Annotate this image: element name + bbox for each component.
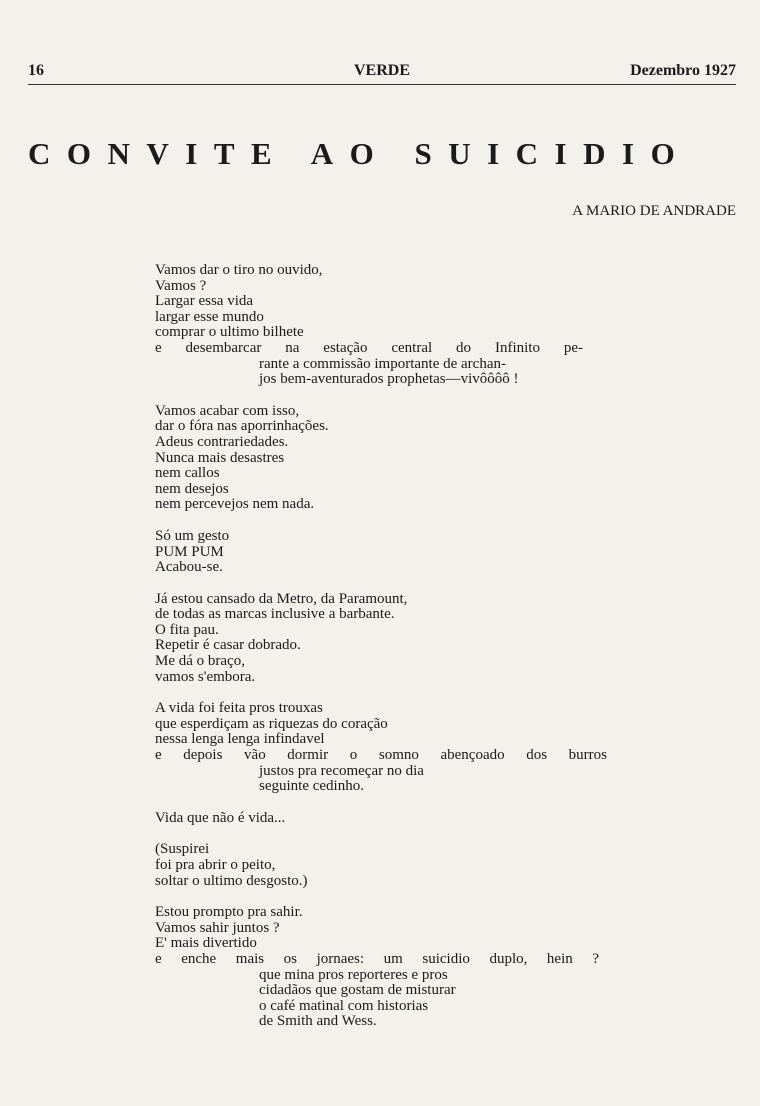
poem-line: que esperdiçam as riquezas do coração [155, 715, 388, 732]
poem-line: Vamos acabar com isso, [155, 402, 300, 419]
poem-line-indented: de Smith and Wess. [259, 1013, 377, 1030]
poem-line: E' mais divertido [155, 935, 257, 952]
stanza [155, 842, 625, 889]
stanza [155, 263, 625, 388]
poem-line: e enche mais os jornaes: um suicidio duplo, hein ? [155, 950, 599, 967]
dedication: A MARIO DE ANDRADE [572, 203, 736, 219]
page-number: 16 [28, 62, 44, 79]
stanza [155, 701, 625, 795]
poem-line-indented: cidadãos que gostam de misturar [259, 982, 456, 999]
poem-line: Me dá o braço, [155, 653, 245, 670]
poem-line: foi pra abrir o peito, [155, 857, 276, 873]
poem-line: de todas as marcas inclusive a barbante. [155, 606, 395, 623]
poem-line: PUM PUM [155, 543, 224, 560]
poem-line: Estou prompto pra sahir. [155, 904, 303, 921]
poem-line: Só um gesto [155, 527, 230, 544]
poem-line: Largar essa vida [155, 293, 254, 310]
poem-line: A vida foi feita pros trouxas [155, 700, 323, 717]
poem-line-indented: seguinte cedinho. [259, 778, 364, 795]
poem-line: (Suspirei [155, 841, 210, 858]
poem-line-indented: jos bem-aventurados prophetas—vivôôôô ! [259, 371, 519, 388]
poem-line-indented: o café matinal com historias [259, 997, 429, 1014]
poem-line-indented: rante a commissão importante de archan- [259, 355, 506, 372]
issue-date: Dezembro 1927 [630, 62, 736, 79]
stanza [155, 404, 625, 513]
poem-line-indented: justos pra recomeçar no dia [259, 762, 424, 779]
poem-line: nem desejos [155, 480, 229, 497]
poem-line: nem callos [155, 465, 220, 482]
poem-line: Acabou-se. [155, 559, 223, 576]
poem-body [155, 263, 625, 1046]
stanza [155, 592, 625, 686]
stanza [155, 529, 625, 576]
poem-line: largar esse mundo [155, 308, 264, 325]
poem-line: Nunca mais desastres [155, 449, 285, 466]
page-header [28, 62, 736, 85]
poem-line-indented: que mina pros reporteres e pros [259, 966, 448, 983]
poem-title: CONVITE AO SUICIDIO [28, 136, 692, 171]
stanza [155, 905, 625, 1030]
poem-line: vamos s'embora. [155, 668, 256, 685]
poem-line: Já estou cansado da Metro, da Paramount, [155, 590, 408, 607]
poem-line: Vamos dar o tiro no ouvido, [155, 262, 323, 278]
poem-line: Vamos ? [155, 277, 207, 294]
stanza [155, 811, 625, 827]
poem-line: soltar o ultimo desgosto.) [155, 872, 308, 889]
poem-line: comprar o ultimo bilhete [155, 324, 304, 341]
magazine-name: VERDE [353, 62, 410, 79]
poem-line: O fita pau. [155, 621, 219, 638]
poem-line: Vamos sahir juntos ? [155, 919, 280, 936]
poem-line: nem percevejos nem nada. [155, 496, 315, 513]
poem-line: e depois vão dormir o somno abençoado dos burros [155, 747, 607, 764]
poem-line: Repetir é casar dobrado. [155, 637, 301, 654]
poem-line: nessa lenga lenga infindavel [155, 731, 325, 748]
poem-line: Vida que não é vida... [155, 809, 286, 826]
poem-line: e desembarcar na estação central do Infinito pe- [155, 339, 583, 356]
poem-line: dar o fóra nas aporrinhações. [155, 418, 329, 435]
poem-line: Adeus contrariedades. [155, 433, 289, 450]
